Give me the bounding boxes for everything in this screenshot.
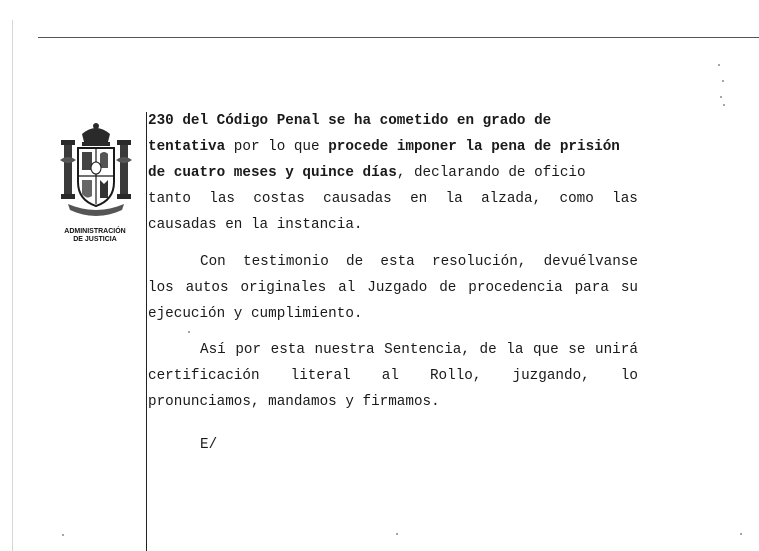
text-span: ejecución y cumplimiento.	[148, 306, 363, 322]
word: Sentencia,	[384, 342, 470, 358]
top-rule	[38, 37, 759, 38]
word: al	[338, 280, 356, 296]
word: certificación	[148, 368, 260, 384]
text-span: E/	[200, 437, 218, 453]
word: nuestra	[314, 342, 375, 358]
word: literal	[290, 368, 351, 384]
word: por	[235, 342, 262, 358]
margin-rule	[146, 112, 147, 551]
text-span: causadas en la instancia.	[148, 217, 363, 233]
text-line	[148, 363, 638, 389]
word: que	[532, 342, 559, 358]
word: la	[445, 191, 463, 207]
paragraph-testimony	[148, 249, 638, 327]
word: Juzgado	[367, 280, 428, 296]
text-line	[200, 432, 260, 458]
word: para	[574, 280, 609, 296]
scan-speck	[396, 533, 398, 535]
scan-speck	[723, 104, 725, 106]
text-line	[148, 389, 638, 415]
word: Así	[200, 342, 226, 358]
word: devuélvanse	[543, 254, 638, 270]
scan-artifact-line	[12, 20, 13, 551]
coat-of-arms-icon	[58, 120, 134, 224]
text-span-bold: procede imponer la pena de prisión	[328, 139, 620, 155]
word: juzgando,	[512, 368, 590, 384]
word: la	[506, 342, 524, 358]
text-line	[148, 249, 638, 275]
text-line	[148, 134, 638, 160]
word: de	[439, 280, 457, 296]
paragraph-sentence	[148, 337, 638, 415]
word: Rollo,	[429, 368, 482, 384]
paragraph-verdict	[148, 108, 638, 238]
text-line	[148, 301, 638, 327]
text-line	[148, 108, 638, 134]
text-span-bold: tentativa	[148, 139, 226, 155]
word: resolución,	[431, 254, 527, 270]
word: al	[381, 368, 399, 384]
text-line	[148, 337, 638, 363]
scan-speck	[740, 533, 742, 535]
word: su	[620, 280, 638, 296]
word: tanto	[148, 191, 191, 207]
word: se	[568, 342, 586, 358]
seal-caption-line: DE JUSTICIA	[73, 236, 117, 243]
word: testimonio	[242, 254, 329, 270]
word: de	[479, 342, 497, 358]
word: Con	[200, 254, 226, 270]
word: lo	[620, 368, 638, 384]
word: como	[559, 191, 594, 207]
text-span: pronunciamos, mandamos y firmamos.	[148, 394, 440, 410]
word: esta	[380, 254, 415, 270]
word: autos	[185, 280, 229, 296]
text-span: por lo que	[225, 139, 329, 155]
word: procedencia	[468, 280, 563, 296]
text-line	[148, 160, 638, 186]
coat-of-arms-seal	[58, 120, 134, 224]
closing-mark	[200, 432, 260, 458]
word: causadas	[323, 191, 392, 207]
scan-speck	[722, 80, 724, 82]
text-line	[148, 212, 638, 238]
word: originales	[240, 280, 327, 296]
scan-speck	[718, 64, 720, 66]
word: de	[346, 254, 364, 270]
seal-caption	[50, 228, 140, 244]
word: unirá	[595, 342, 638, 358]
scan-speck	[720, 96, 722, 98]
text-line	[148, 186, 638, 212]
text-span: , declarando de oficio	[396, 165, 586, 181]
word: las	[209, 191, 235, 207]
word: esta	[270, 342, 305, 358]
text-line	[148, 275, 638, 301]
word: los	[148, 280, 174, 296]
word: las	[612, 191, 638, 207]
text-span-bold: de cuatro meses y quince días	[148, 165, 397, 181]
word: alzada,	[481, 191, 542, 207]
scan-speck	[188, 331, 190, 333]
text-span: 230 del Código Penal se ha cometido en grado de	[148, 113, 552, 129]
word: en	[410, 191, 428, 207]
word: costas	[253, 191, 305, 207]
scan-speck	[62, 534, 64, 536]
seal-caption-line: ADMINISTRACIÓN	[64, 228, 126, 235]
